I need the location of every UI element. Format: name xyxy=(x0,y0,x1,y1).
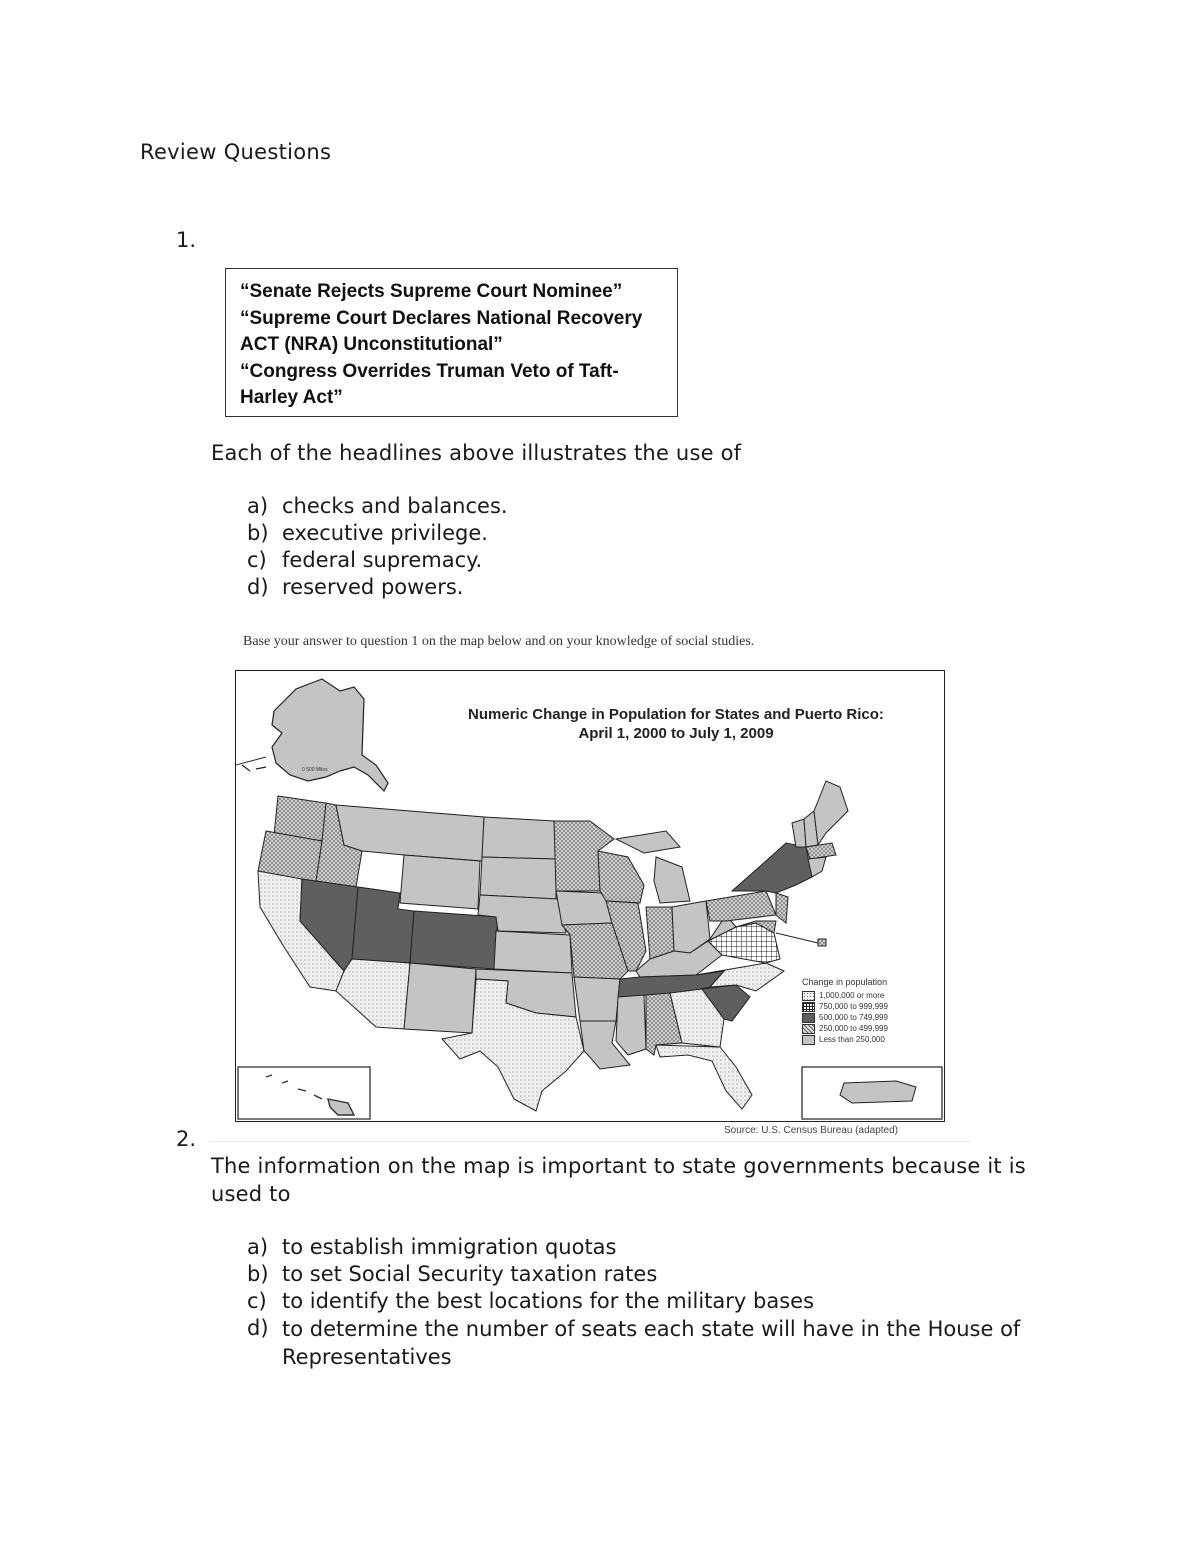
option-text: to identify the best locations for the military bases xyxy=(282,1289,815,1313)
legend-item xyxy=(802,1001,888,1012)
map-title-line-1: Numeric Change in Population for States and Puerto Rico: xyxy=(468,706,884,723)
state-indiana xyxy=(646,907,674,959)
answer-option[interactable] xyxy=(247,1234,1072,1261)
headline-line: Harley Act” xyxy=(240,387,343,408)
option-text: reserved powers. xyxy=(282,575,464,599)
legend-label: 500,000 to 749,999 xyxy=(819,1013,888,1022)
legend-swatch-grid xyxy=(802,1002,815,1012)
option-label: b) xyxy=(247,521,269,545)
legend-swatch-hatch xyxy=(802,1024,815,1034)
map-title xyxy=(416,705,936,743)
legend-swatch-dots xyxy=(802,991,815,1001)
headlines-box xyxy=(225,268,678,417)
option-label: a) xyxy=(247,494,269,518)
contiguous-us xyxy=(258,781,848,1111)
state-north-dakota xyxy=(482,817,556,859)
option-text: federal supremacy. xyxy=(282,548,483,572)
state-michigan-upper xyxy=(616,831,680,853)
question-2-number: 2. xyxy=(176,1127,197,1151)
state-new-york xyxy=(732,843,812,893)
answer-option[interactable] xyxy=(247,574,1072,601)
state-new-mexico xyxy=(404,963,476,1033)
puerto-rico-island xyxy=(840,1081,916,1103)
headline-line: “Senate Rejects Supreme Court Nominee” xyxy=(240,281,623,302)
option-label: d) xyxy=(247,1316,269,1340)
option-label: c) xyxy=(247,548,267,572)
option-text: to determine the number of seats each state will have in the House of Representatives xyxy=(282,1317,1021,1369)
question-2-options xyxy=(247,1234,1072,1371)
state-arizona xyxy=(336,959,410,1029)
option-label: b) xyxy=(247,1262,269,1286)
state-arkansas xyxy=(574,977,620,1021)
headline-line: “Congress Overrides Truman Veto of Taft- xyxy=(240,360,619,382)
map-source: Source: U.S. Census Bureau (adapted) xyxy=(724,1125,898,1136)
question-1-options xyxy=(247,493,1072,601)
dc-callout-box xyxy=(818,939,826,946)
option-label: d) xyxy=(247,575,269,599)
map-legend xyxy=(802,977,888,1045)
answer-option[interactable] xyxy=(247,1315,1072,1371)
legend-label: 750,000 to 999,999 xyxy=(819,1002,888,1011)
map-caption: Base your answer to question 1 on the map below and on your knowledge of social studies. xyxy=(243,634,755,649)
page-title: Review Questions xyxy=(140,140,332,164)
legend-label: Less than 250,000 xyxy=(819,1035,885,1044)
state-new-jersey xyxy=(776,893,788,923)
legend-label: 250,000 to 499,999 xyxy=(819,1024,888,1033)
state-colorado xyxy=(410,911,498,969)
option-text: executive privilege. xyxy=(282,521,488,545)
question-1-number: 1. xyxy=(176,228,197,252)
answer-option[interactable] xyxy=(247,493,1072,520)
state-kansas xyxy=(494,931,572,973)
headline-line: ACT (NRA) Unconstitutional” xyxy=(240,334,503,355)
answer-option[interactable] xyxy=(247,1288,1072,1315)
alaska-boundary-line xyxy=(236,757,266,765)
legend-item xyxy=(802,990,888,1001)
option-label: a) xyxy=(247,1235,269,1259)
legend-title: Change in population xyxy=(802,977,888,987)
answer-option[interactable] xyxy=(247,1261,1072,1288)
legend-item xyxy=(802,1023,888,1034)
state-florida xyxy=(656,1045,752,1109)
legend-label: 1,000,000 or more xyxy=(819,991,885,1000)
alaska-shape xyxy=(272,679,388,791)
state-pennsylvania xyxy=(706,891,776,921)
population-map xyxy=(235,670,945,1122)
answer-option[interactable] xyxy=(247,520,1072,547)
state-wyoming xyxy=(400,855,480,909)
scale-label: 0 500 Miles xyxy=(302,767,328,773)
dc-callout-line xyxy=(776,933,818,943)
question-2-stem xyxy=(211,1152,1026,1208)
legend-item xyxy=(802,1012,888,1023)
headline-line: “Supreme Court Declares National Recovery xyxy=(240,307,643,329)
state-wisconsin xyxy=(598,851,644,903)
option-text: to set Social Security taxation rates xyxy=(282,1262,658,1286)
option-text: to establish immigration quotas xyxy=(282,1235,617,1259)
state-mississippi xyxy=(616,995,646,1055)
question-1-stem: Each of the headlines above illustrates the use of xyxy=(211,441,742,465)
legend-swatch-light xyxy=(802,1035,815,1045)
answer-option[interactable] xyxy=(247,547,1072,574)
legend-item xyxy=(802,1034,888,1045)
question-2-stem-line-1: The information on the map is important to state governments because it is xyxy=(211,1154,1026,1178)
option-text: checks and balances. xyxy=(282,494,508,518)
state-maine xyxy=(814,781,848,845)
question-2-stem-line-2: used to xyxy=(211,1182,291,1206)
state-south-dakota xyxy=(480,857,556,899)
alaska-islands xyxy=(242,765,266,771)
legend-swatch-dark xyxy=(802,1013,815,1023)
option-label: c) xyxy=(247,1289,267,1313)
state-michigan xyxy=(654,857,690,903)
divider xyxy=(210,1141,970,1142)
map-title-line-2: April 1, 2000 to July 1, 2009 xyxy=(578,725,774,742)
